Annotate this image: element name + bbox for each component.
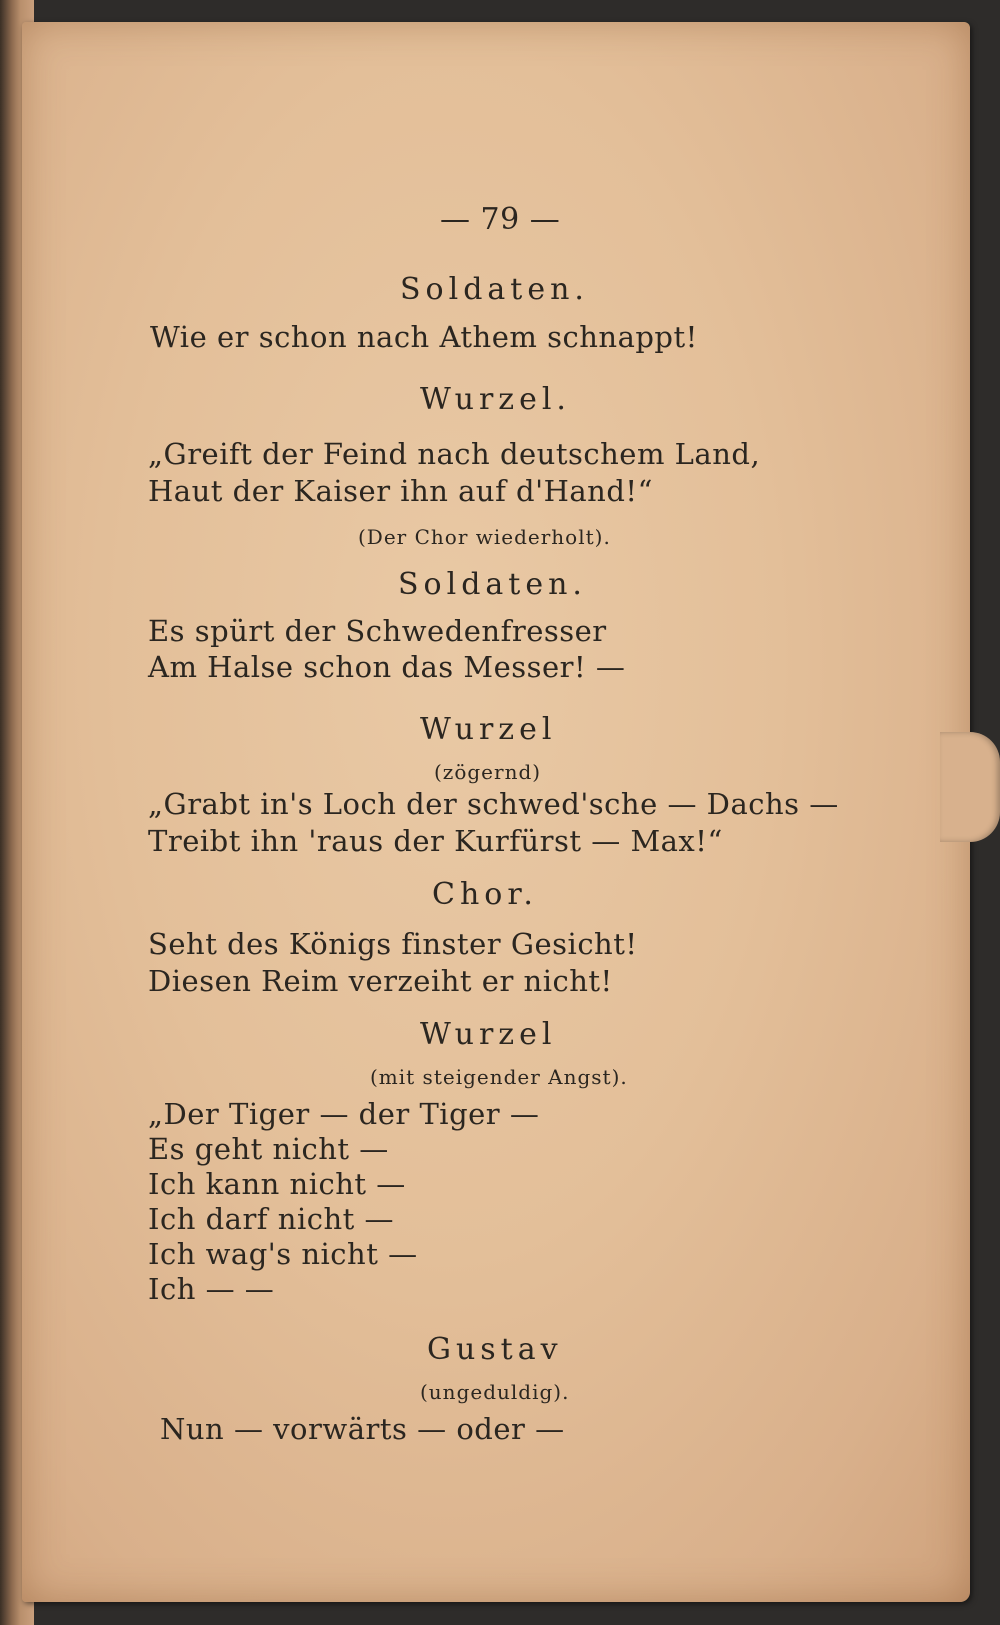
verse-line: Treibt ihn 'raus der Kurfürst — Max!“ bbox=[148, 824, 723, 858]
speaker-chor: Chor. bbox=[432, 877, 538, 912]
stage-direction: (mit steigender Angst). bbox=[370, 1065, 628, 1089]
speaker-wurzel: Wurzel bbox=[420, 1017, 557, 1052]
speaker-wurzel: Wurzel. bbox=[420, 382, 571, 417]
verse-line: „Greift der Feind nach deutschem Land, bbox=[148, 437, 761, 471]
speaker-soldaten: Soldaten. bbox=[398, 567, 587, 602]
book-page bbox=[22, 22, 970, 1602]
speaker-gustav: Gustav bbox=[427, 1332, 563, 1367]
verse-line: Es spürt der Schwedenfresser bbox=[148, 614, 607, 648]
verse-line: Am Halse schon das Messer! — bbox=[148, 650, 626, 684]
page-tab bbox=[940, 732, 1000, 842]
verse-line: Seht des Königs finster Gesicht! bbox=[148, 927, 638, 961]
verse-line: Diesen Reim verzeiht er nicht! bbox=[148, 964, 613, 998]
verse-line: Ich wag's nicht — bbox=[148, 1237, 418, 1271]
speaker-soldaten: Soldaten. bbox=[400, 272, 589, 307]
verse-line: Wie er schon nach Athem schnappt! bbox=[150, 320, 698, 354]
verse-line: Haut der Kaiser ihn auf d'Hand!“ bbox=[148, 474, 653, 508]
verse-line: Ich kann nicht — bbox=[148, 1167, 406, 1201]
stage-direction: (Der Chor wiederholt). bbox=[358, 525, 611, 549]
verse-line: Nun — vorwärts — oder — bbox=[160, 1412, 565, 1446]
verse-line: „Grabt in's Loch der schwed'sche — Dachs — bbox=[148, 787, 839, 821]
speaker-wurzel: Wurzel bbox=[420, 712, 557, 747]
stage-direction: (ungeduldig). bbox=[420, 1380, 570, 1404]
page-number: — 79 — bbox=[440, 202, 561, 237]
verse-line: „Der Tiger — der Tiger — bbox=[148, 1097, 540, 1131]
verse-line: Es geht nicht — bbox=[148, 1132, 389, 1166]
verse-line: Ich — — bbox=[148, 1272, 275, 1306]
stage-direction: (zögernd) bbox=[434, 760, 542, 784]
verse-line: Ich darf nicht — bbox=[148, 1202, 395, 1236]
